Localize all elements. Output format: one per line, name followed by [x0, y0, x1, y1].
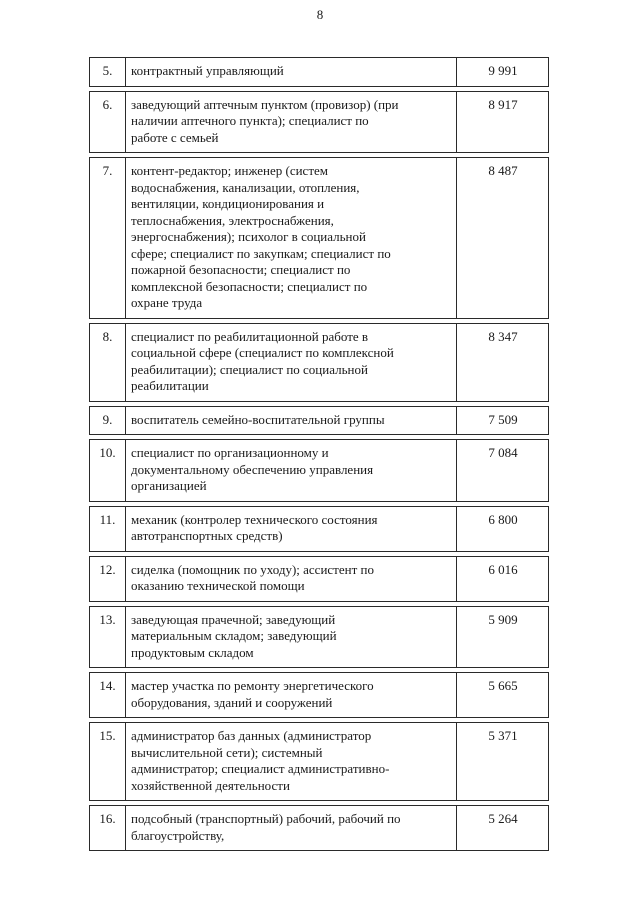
table-row [90, 506, 549, 551]
table-row [90, 806, 549, 851]
position-name: воспитатель семейно-воспитательной группы [126, 406, 457, 435]
salary-value: 5 371 [457, 723, 549, 801]
row-number: 8. [90, 323, 126, 401]
row-number: 16. [90, 806, 126, 851]
salary-value: 8 347 [457, 323, 549, 401]
table-row [90, 58, 549, 87]
table-row [90, 91, 549, 153]
table-body [90, 58, 549, 851]
row-number: 5. [90, 58, 126, 87]
table-row [90, 673, 549, 718]
salary-value: 5 909 [457, 606, 549, 668]
salary-value: 6 800 [457, 506, 549, 551]
table-row [90, 440, 549, 502]
page-number: 8 [316, 7, 324, 22]
salary-value: 8 917 [457, 91, 549, 153]
row-number: 10. [90, 440, 126, 502]
salary-value: 5 665 [457, 673, 549, 718]
table-row [90, 323, 549, 401]
row-number: 12. [90, 556, 126, 601]
salary-value: 6 016 [457, 556, 549, 601]
position-name: заведующий аптечным пунктом (провизор) (при наличии аптечного пункта); специалист по работе с семьей [126, 91, 457, 153]
table-row [90, 606, 549, 668]
position-name: администратор баз данных (администратор вычислительной сети); системный администратор; специалист административно- хозяйственной деятельности [126, 723, 457, 801]
position-name: специалист по реабилитационной работе в социальной сфере (специалист по комплексной реабилитации); специалист по социальной реабилитации [126, 323, 457, 401]
position-name: заведующая прачечной; заведующий материальным складом; заведующий продуктовым складом [126, 606, 457, 668]
salary-value: 7 084 [457, 440, 549, 502]
table-row [90, 723, 549, 801]
row-number: 7. [90, 158, 126, 319]
position-name: подсобный (транспортный) рабочий, рабочий по благоустройству, [126, 806, 457, 851]
row-number: 15. [90, 723, 126, 801]
row-number: 6. [90, 91, 126, 153]
salary-value: 8 487 [457, 158, 549, 319]
position-name: механик (контролер технического состояния автотранспортных средств) [126, 506, 457, 551]
row-number: 11. [90, 506, 126, 551]
salary-value: 9 991 [457, 58, 549, 87]
table-row [90, 158, 549, 319]
table-row [90, 556, 549, 601]
row-number: 13. [90, 606, 126, 668]
position-name: контрактный управляющий [126, 58, 457, 87]
position-name: контент-редактор; инженер (систем водоснабжения, канализации, отопления, вентиляции, кондиционирования и теплоснабжения, электроснабжения, энергоснабжения); психолог в социальной сфере; специалист по закупкам; специалист по пожарной безопасности; специалист по комплексной безопасности; специалист по охране труда [126, 158, 457, 319]
salary-value: 5 264 [457, 806, 549, 851]
row-number: 14. [90, 673, 126, 718]
position-salary-table [89, 57, 549, 851]
position-name: мастер участка по ремонту энергетического оборудования, зданий и сооружений [126, 673, 457, 718]
table-row [90, 406, 549, 435]
position-name: сиделка (помощник по уходу); ассистент по оказанию технической помощи [126, 556, 457, 601]
salary-value: 7 509 [457, 406, 549, 435]
position-name: специалист по организационному и документальному обеспечению управления организацией [126, 440, 457, 502]
row-number: 9. [90, 406, 126, 435]
